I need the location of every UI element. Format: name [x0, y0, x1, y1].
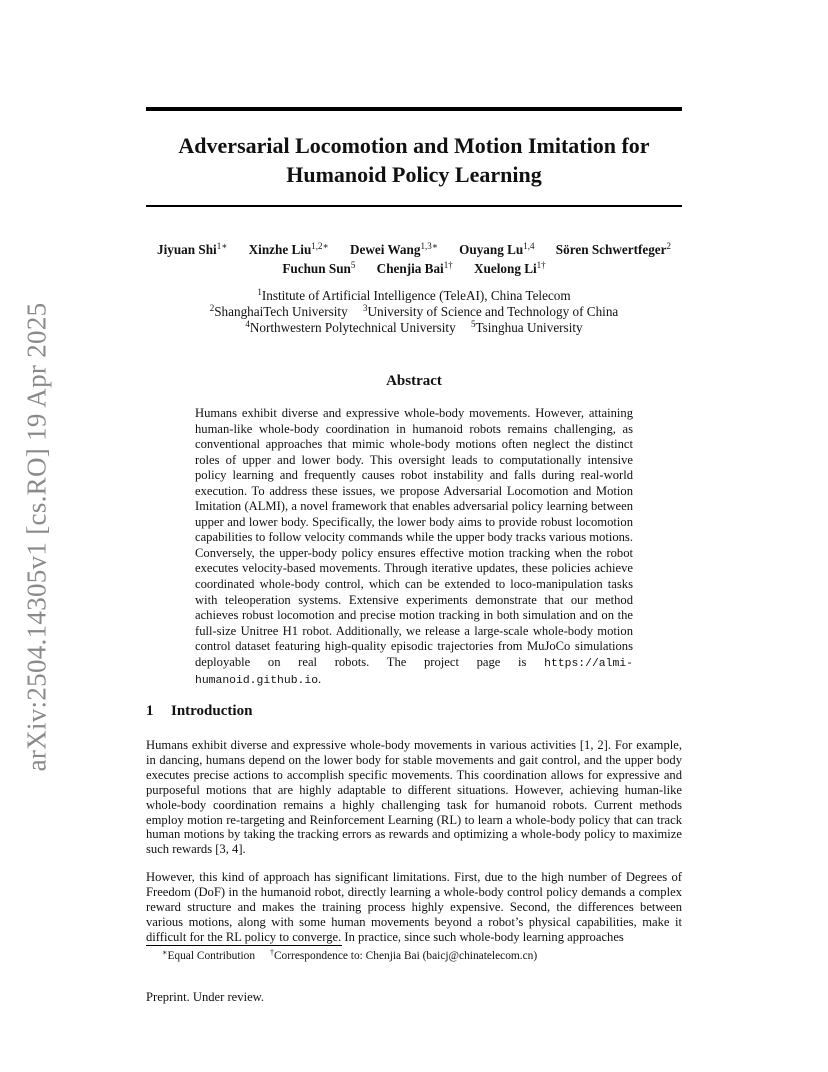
affiliation-sup: 1: [257, 287, 262, 297]
arxiv-identifier-stamp: arXiv:2504.14305v1 [cs.RO] 19 Apr 2025: [21, 302, 52, 772]
affiliation-text: Tsinghua University: [475, 320, 583, 335]
author-affil-sup: 2: [666, 241, 672, 251]
author-name: Sören Schwertfeger: [555, 242, 667, 257]
author-affil-sup: 1†: [536, 260, 546, 270]
project-page-link[interactable]: https://almi-humanoid.github.io: [195, 657, 633, 688]
abstract-end-punct: .: [318, 672, 322, 687]
author-name: Dewei Wang: [349, 242, 421, 257]
author: [249, 240, 329, 259]
title-top-rule: [146, 107, 682, 111]
section-number: 1: [146, 703, 154, 719]
affiliation-row-2: [146, 304, 682, 320]
affiliation: [363, 304, 618, 320]
abstract-body: [195, 406, 633, 690]
author-affil-sup: 1,3∗: [420, 241, 438, 251]
footnote-text: Correspondence to: Chenjia Bai (baicj@chinatelecom.cn): [273, 950, 538, 962]
affiliation-text: University of Science and Technology of China: [367, 304, 619, 319]
abstract-heading: Abstract: [386, 373, 442, 389]
author-affil-sup: 1†: [443, 260, 453, 270]
title-line-1: Adversarial Locomotion and Motion Imitation for: [178, 133, 650, 158]
author-name: Xinzhe Liu: [248, 242, 312, 257]
preprint-note: Preprint. Under review.: [146, 990, 265, 1004]
affiliation: [245, 320, 455, 336]
author-name: Fuchun Sun: [282, 261, 351, 276]
affiliation: [210, 304, 348, 320]
affiliation-sup: 4: [245, 319, 250, 329]
author: [377, 259, 453, 278]
section-heading: [146, 703, 252, 720]
author-name: Xuelong Li: [474, 261, 537, 276]
author: [157, 240, 227, 259]
author: [556, 240, 671, 259]
footnote-equal-contribution: [162, 950, 255, 962]
abstract-text: Humans exhibit diverse and expressive whole-body movements. However, attaining human-like whole-body coordination in humanoid robots remains challenging, as conventional approaches that mimic whole-body motions often neglect the distinct roles of upper and lower body. This oversight leads to computationally intensive policy learning and frequently causes robot instability and falls during real-world execution. To address these issues, we propose Adversarial Locomotion and Motion Imitation (ALMI), a novel framework that enables adversarial policy learning between upper and lower body. Specifically, the lower body aims to provide robust locomotion capabilities to follow velocity commands while the upper body tracks various motions. Conversely, the upper-body policy ensures effective motion tracking when the robot executes velocity-based movements. Through iterative updates, these policies achieve coordinated whole-body control, which can be extended to loco-manipulation tasks with teleoperation systems. Extensive experiments demonstrate that our method achieves robust locomotion and precise motion tracking in both simulation and on the full-size Unitree H1 robot. Additionally, we release a large-scale whole-body motion control dataset featuring high-quality episodic trajectories from MuJoCo simulations deployable on real robots. The project page is: [195, 406, 633, 669]
affiliation-row-3: [146, 320, 682, 336]
paper-title: [146, 131, 682, 189]
affiliation-row-1: [146, 288, 682, 304]
affiliation-text: Institute of Artificial Intelligence (TeleAI), China Telecom: [261, 288, 571, 303]
author: [350, 240, 438, 259]
author-name: Chenjia Bai: [376, 261, 444, 276]
author-row-2: [120, 259, 708, 278]
affiliation-sup: 2: [209, 303, 215, 313]
author-affil-sup: 5: [350, 260, 356, 270]
affiliation: [471, 320, 583, 336]
footnote-mark: ∗: [162, 948, 168, 957]
title-line-2: Humanoid Policy Learning: [286, 162, 542, 187]
author-row-1: [120, 240, 708, 259]
footnote-rule: [146, 945, 342, 946]
affiliation-list: [146, 288, 682, 336]
footnote-mark: †: [269, 948, 274, 957]
affiliation-text: Northwestern Polytechnical University: [249, 320, 456, 335]
author-name: Jiyuan Shi: [156, 242, 217, 257]
affiliation-sup: 3: [362, 303, 368, 313]
author-affil-sup: 1,4: [523, 241, 535, 251]
footnote-correspondence: [270, 950, 537, 962]
intro-paragraph-2: However, this kind of approach has significant limitations. First, due to the high number of Degrees of Freedom (DoF) in the humanoid robot, directly learning a whole-body control policy demands a complex reward structure and makes the training process highly expensive. Second, the differences between various motions, along with some human movements beyond a robot’s physical capabilities, make it difficult for the RL policy to converge. In practice, since such whole-body learning approaches: [146, 870, 682, 944]
author-list: [120, 240, 708, 278]
intro-paragraph-1: Humans exhibit diverse and expressive whole-body movements in various activities [1, 2]. For example, in dancing, humans depend on the lower body for stable movements and gait control, and the upper body executes precise actions to accomplish specific movements. This coordination allows for expressive and purposeful motions that are highly adaptable to different situations. However, achieving human-like whole-body coordination remains a highly challenging task for humanoid robots. Current methods employ motion re-targeting and Reinforcement Learning (RL) to learn a whole-body policy that can track human motions by taking the tracking errors as rewards and optimizing a whole-body policy to maximize such rewards [3, 4].: [146, 738, 682, 857]
title-bottom-rule: [146, 205, 682, 207]
author-affil-sup: 1∗: [216, 241, 228, 251]
author-affil-sup: 1,2∗: [311, 241, 329, 251]
author: [459, 240, 534, 259]
section-title: Introduction: [171, 703, 253, 719]
affiliation-sup: 5: [470, 319, 476, 329]
affiliation: [257, 288, 570, 304]
footnote-text: Equal Contribution: [167, 950, 256, 962]
author: [282, 259, 355, 278]
author: [474, 259, 546, 278]
author-name: Ouyang Lu: [459, 242, 524, 257]
footnotes: [162, 950, 549, 962]
affiliation-text: ShanghaiTech University: [214, 304, 348, 319]
